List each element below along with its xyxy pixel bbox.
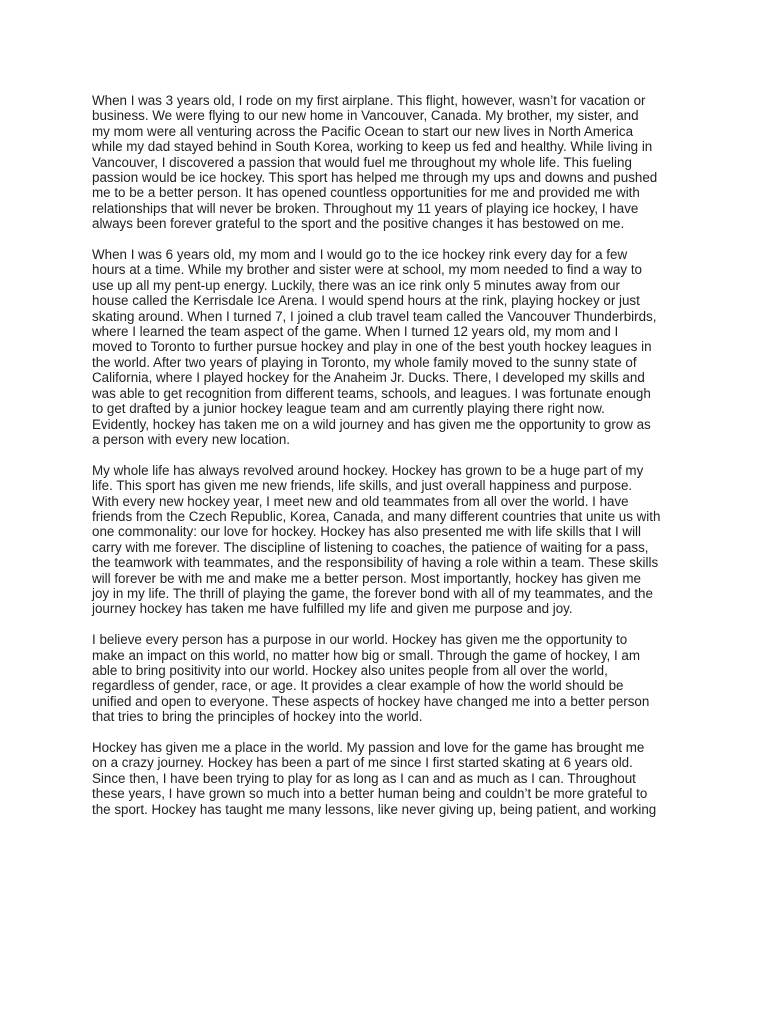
text-line: carry with me forever. The discipline of listening to coaches, the patience of waiting for a pass, (92, 539, 649, 555)
text-line: while my dad stayed behind in South Korea, working to keep us fed and healthy. While living in (92, 139, 653, 155)
text-line: where I learned the team aspect of the game. When I turned 12 years old, my mom and I (92, 324, 619, 340)
text-line: joy in my life. The thrill of playing the game, the forever bond with all of my teammates, and the (92, 585, 653, 601)
text-line: was able to get recognition from different teams, schools, and leagues. I was fortunate enough (92, 385, 651, 401)
text-line: the teamwork with teammates, and the responsibility of having a role within a team. These skills (92, 555, 659, 571)
text-line: When I was 3 years old, I rode on my first airplane. This flight, however, wasn’t for vacation or (92, 93, 646, 108)
text-line: California, where I played hockey for the Anaheim Jr. Ducks. There, I developed my skills and (92, 370, 645, 386)
text-line: always been forever grateful to the sport and the positive changes it has bestowed on me. (92, 216, 625, 232)
text-line: that tries to bring the principles of hockey into the world. (92, 709, 423, 725)
text-line: relationships that will never be broken. Throughout my 11 years of playing ice hockey, I have (92, 200, 639, 216)
text-line: on a crazy journey. Hockey has been a part of me since I first started skating at 6 years old. (92, 755, 633, 771)
text-line: make an impact on this world, no matter how big or small. Through the game of hockey, I am (92, 647, 641, 663)
text-line: Hockey has given me a place in the world. My passion and love for the game has brought me (92, 740, 645, 755)
text-line: the sport. Hockey has taught me many lessons, like never giving up, being patient, and working (92, 801, 657, 817)
paragraph (92, 740, 682, 817)
text-line: regardless of gender, race, or age. It provides a clear example of how the world should be (92, 678, 624, 694)
text-line: journey hockey has taken me have fulfilled my life and given me purpose and joy. (92, 601, 573, 617)
essay-body (92, 93, 682, 832)
text-line: to get drafted by a junior hockey league team and am currently playing there right now. (92, 401, 605, 417)
paragraph (92, 93, 682, 232)
text-line: Vancouver, I discovered a passion that would fuel me throughout my whole life. This fueling (92, 154, 632, 170)
text-line: moved to Toronto to further pursue hockey and play in one of the best youth hockey leagues in (92, 339, 652, 355)
text-line: will forever be with me and make me a better person. Most importantly, hockey has given me (92, 570, 642, 586)
text-line: able to bring positivity into our world. Hockey also unites people from all over the world, (92, 662, 608, 678)
text-line: use up all my pent-up energy. Luckily, there was an ice rink only 5 minutes away from our (92, 277, 620, 293)
text-line: a person with every new location. (92, 431, 290, 447)
text-line: Since then, I have been trying to play for as long as I can and as much as I can. Throughout (92, 770, 636, 786)
text-line: the world. After two years of playing in Toronto, my whole family moved to the sunny state of (92, 354, 637, 370)
text-line: passion would be ice hockey. This sport has helped me through my ups and downs and pushed (92, 170, 658, 186)
text-line: one commonality: our love for hockey. Hockey has also presented me with life skills that I will (92, 524, 642, 540)
text-line: friends from the Czech Republic, Korea, Canada, and many different countries that unite us with (92, 508, 661, 524)
text-line: me to be a better person. It has opened countless opportunities for me and provided me with (92, 185, 640, 201)
text-line: these years, I have grown so much into a better human being and couldn’t be more grateful to (92, 786, 648, 802)
text-line: house called the Kerrisdale Ice Arena. I would spend hours at the rink, playing hockey or just (92, 293, 640, 309)
text-line: unified and open to everyone. These aspects of hockey have changed me into a better person (92, 693, 650, 709)
text-line: hours at a time. While my brother and sister were at school, my mom needed to find a way to (92, 262, 643, 278)
text-line: I believe every person has a purpose in our world. Hockey has given me the opportunity to (92, 632, 628, 648)
text-line: My whole life has always revolved around hockey. Hockey has grown to be a huge part of my (92, 462, 644, 478)
paragraph (92, 247, 682, 447)
paragraph (92, 463, 682, 617)
text-line: Evidently, hockey has taken me on a wild journey and has given me the opportunity to grow as (92, 416, 651, 432)
text-line: When I was 6 years old, my mom and I would go to the ice hockey rink every day for a few (92, 247, 628, 263)
text-line: life. This sport has given me new friends, life skills, and just overall happiness and purpose. (92, 478, 633, 494)
text-line: business. We were flying to our new home in Vancouver, Canada. My brother, my sister, and (92, 108, 639, 124)
text-line: my mom were all venturing across the Pacific Ocean to start our new lives in North America (92, 123, 634, 139)
text-line: With every new hockey year, I meet new and old teammates from all over the world. I have (92, 493, 629, 509)
text-line: skating around. When I turned 7, I joined a club travel team called the Vancouver Thunderbirds, (92, 308, 657, 324)
paragraph (92, 632, 682, 724)
